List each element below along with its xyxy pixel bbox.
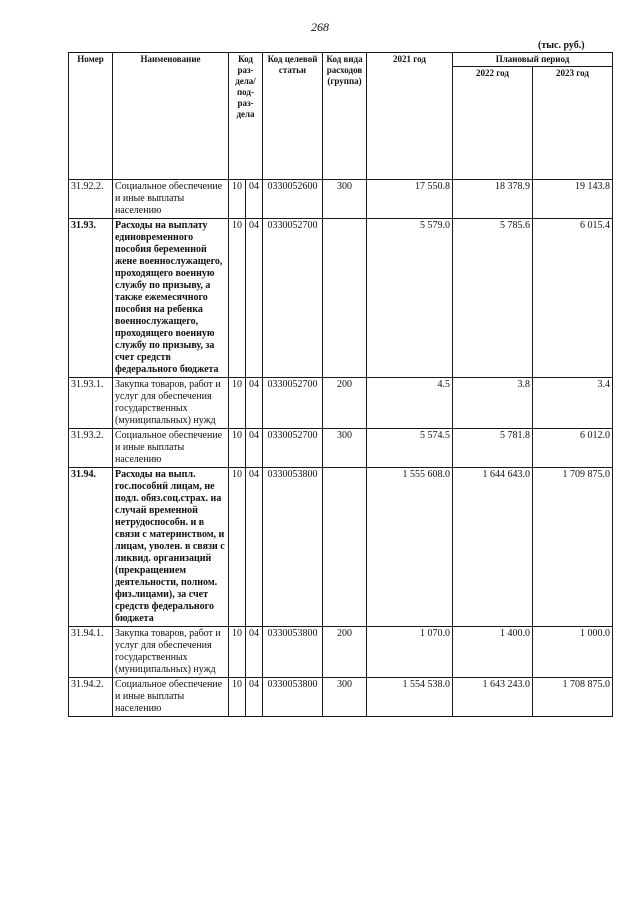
row-number: 31.92.2. xyxy=(69,180,113,219)
row-expense-type xyxy=(323,219,367,378)
header-expense-type-code: Код вида расходов (группа) xyxy=(323,53,367,180)
row-number: 31.93. xyxy=(69,219,113,378)
row-amount-2022: 18 378.9 xyxy=(453,180,533,219)
row-name: Социальное обеспечение и иные выплаты населению xyxy=(113,429,229,468)
row-section: 10 xyxy=(229,627,246,678)
row-amount-2021: 1 555 608.0 xyxy=(367,468,453,627)
row-section: 10 xyxy=(229,378,246,429)
row-amount-2023: 19 143.8 xyxy=(533,180,613,219)
row-section: 10 xyxy=(229,429,246,468)
row-subsection: 04 xyxy=(246,627,263,678)
row-number: 31.94. xyxy=(69,468,113,627)
row-amount-2021: 4.5 xyxy=(367,378,453,429)
row-amount-2021: 17 550.8 xyxy=(367,180,453,219)
budget-table xyxy=(68,52,613,717)
row-expense-type: 300 xyxy=(323,429,367,468)
row-amount-2022: 5 785.6 xyxy=(453,219,533,378)
row-amount-2021: 1 070.0 xyxy=(367,627,453,678)
units-label: (тыс. руб.) xyxy=(538,40,585,51)
row-amount-2022: 1 643 243.0 xyxy=(453,678,533,717)
header-planned-period: Плановый период xyxy=(453,53,613,67)
row-name: Расходы на выпл. гос.пособий лицам, не подл. обяз.соц.страх. на случай временной нетрудоспособн. и в связи с материнством, и лицам, уволен. в связи с ликвид. организаций (прекращением деятельности, полном. физ.лицами), за счет средств федерального бюджета xyxy=(113,468,229,627)
row-amount-2021: 5 579.0 xyxy=(367,219,453,378)
table-row xyxy=(69,678,613,717)
row-number: 31.94.1. xyxy=(69,627,113,678)
table-row xyxy=(69,378,613,429)
row-expense-type: 200 xyxy=(323,378,367,429)
row-subsection: 04 xyxy=(246,180,263,219)
row-amount-2022: 5 781.8 xyxy=(453,429,533,468)
row-subsection: 04 xyxy=(246,378,263,429)
row-amount-2023: 6 012.0 xyxy=(533,429,613,468)
row-amount-2021: 5 574.5 xyxy=(367,429,453,468)
header-target-code: Код целевой статьи xyxy=(263,53,323,180)
row-expense-type: 200 xyxy=(323,627,367,678)
row-name: Закупка товаров, работ и услуг для обеспечения государственных (муниципальных) нужд xyxy=(113,627,229,678)
table-row xyxy=(69,219,613,378)
row-subsection: 04 xyxy=(246,219,263,378)
header-year-2023: 2023 год xyxy=(533,67,613,180)
header-year-2021: 2021 год xyxy=(367,53,453,180)
row-number: 31.93.2. xyxy=(69,429,113,468)
row-expense-type: 300 xyxy=(323,180,367,219)
row-name: Социальное обеспечение и иные выплаты населению xyxy=(113,180,229,219)
row-amount-2022: 1 400.0 xyxy=(453,627,533,678)
header-number: Номер xyxy=(69,53,113,180)
table-row xyxy=(69,429,613,468)
row-amount-2023: 1 709 875.0 xyxy=(533,468,613,627)
row-amount-2022: 3.8 xyxy=(453,378,533,429)
row-section: 10 xyxy=(229,678,246,717)
row-target-code: 0330052700 xyxy=(263,219,323,378)
row-amount-2023: 1 000.0 xyxy=(533,627,613,678)
row-amount-2023: 1 708 875.0 xyxy=(533,678,613,717)
page-number: 268 xyxy=(311,20,329,34)
table-row xyxy=(69,180,613,219)
row-amount-2023: 6 015.4 xyxy=(533,219,613,378)
row-target-code: 0330053800 xyxy=(263,627,323,678)
row-target-code: 0330052700 xyxy=(263,378,323,429)
table-row xyxy=(69,468,613,627)
row-subsection: 04 xyxy=(246,429,263,468)
row-section: 10 xyxy=(229,468,246,627)
table-header xyxy=(69,53,613,180)
row-amount-2023: 3.4 xyxy=(533,378,613,429)
row-target-code: 0330053800 xyxy=(263,678,323,717)
row-section: 10 xyxy=(229,219,246,378)
row-target-code: 0330053800 xyxy=(263,468,323,627)
row-amount-2022: 1 644 643.0 xyxy=(453,468,533,627)
header-year-2022: 2022 год xyxy=(453,67,533,180)
row-number: 31.93.1. xyxy=(69,378,113,429)
row-subsection: 04 xyxy=(246,468,263,627)
row-section: 10 xyxy=(229,180,246,219)
row-target-code: 0330052600 xyxy=(263,180,323,219)
row-name: Закупка товаров, работ и услуг для обеспечения государственных (муниципальных) нужд xyxy=(113,378,229,429)
row-target-code: 0330052700 xyxy=(263,429,323,468)
row-subsection: 04 xyxy=(246,678,263,717)
row-amount-2021: 1 554 538.0 xyxy=(367,678,453,717)
row-expense-type: 300 xyxy=(323,678,367,717)
row-name: Социальное обеспечение и иные выплаты населению xyxy=(113,678,229,717)
header-section-code: Код раз-дела/ под-раз-дела xyxy=(229,53,263,180)
header-name: Наименование xyxy=(113,53,229,180)
row-number: 31.94.2. xyxy=(69,678,113,717)
row-name: Расходы на выплату единовременного пособия беременной жене военнослужащего, проходящего военную службу по призыву, а также ежемесячного пособия на ребенка военнослужащего, проходящего военную службу по призыву, за счет средств федерального бюджета xyxy=(113,219,229,378)
row-expense-type xyxy=(323,468,367,627)
table-row xyxy=(69,627,613,678)
